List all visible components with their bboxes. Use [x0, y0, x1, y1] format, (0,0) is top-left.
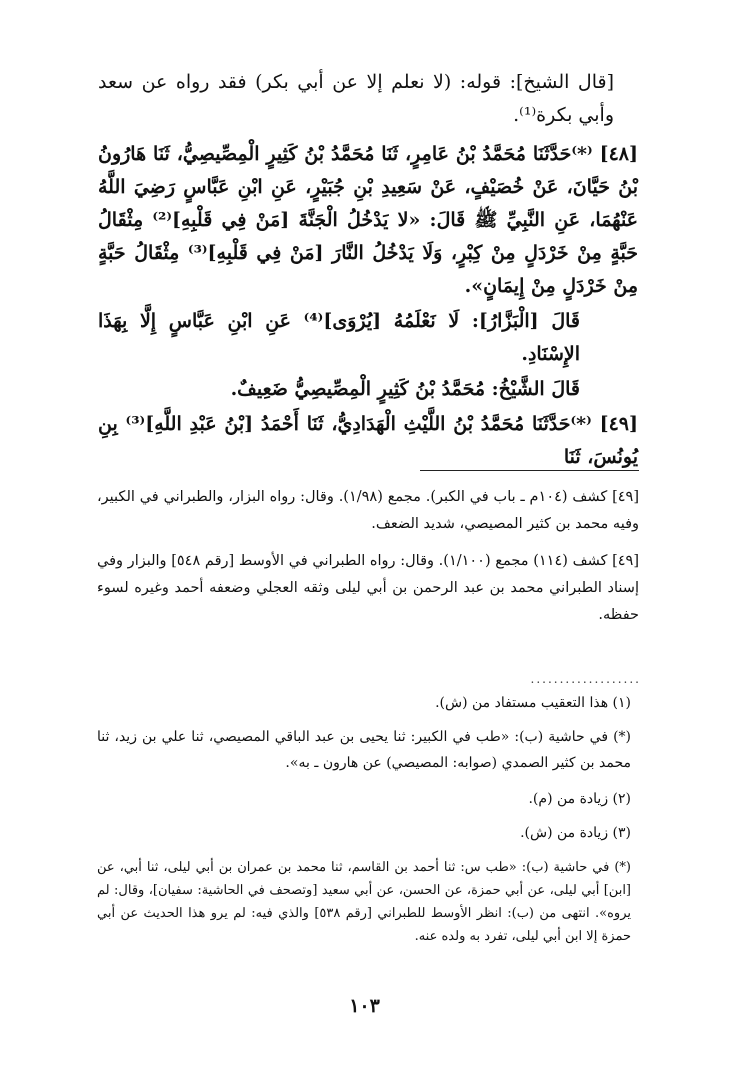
paragraph-sheikh-comment: [قال الشيخ]: قوله: (لا نعلم إلا عن أبي بكر) فقد رواه عن سعد وأبي بكرة⁽¹⁾.	[98, 71, 614, 126]
footnote-separator	[420, 470, 639, 471]
takhrij-note-2: [٤٩] كشف (١١٤) مجمع (١/١٠٠). وقال: رواه الطبراني في الأوسط [رقم ٥٤٨] والبزار وفي إسناد الطبراني محمد بن عبد الرحمن بن أبي ليلى وثقه العجلي وضعفه أحمد وغيره لسوء حفظه.	[97, 553, 639, 623]
footnote-1: (١) هذا التعقيب مستفاد من (ش).	[435, 695, 631, 711]
footnote-star-2: (*) في حاشية (ب): «طب س: ثنا أحمد بن القاسم، ثنا محمد بن عمران بن أبي ليلى، ثنا أبي، عن [ابن] أبي ليلى، عن أبي حمزة، عن الحسن، عن أبي سعيد [وتصحف في الحاشية: سفيان]، وقال: لم يروه». انتهى من (ب): انظر الأوسط للطبراني [رقم ٥٣٨] والذي فيه: لم يرو هذا الحديث عن أبي حمزة إلا ابن أبي ليلى، تفرد به ولده عنه.	[97, 860, 631, 944]
footnotes-list	[97, 690, 639, 948]
footnote-3: (٣) زيادة من (ش).	[520, 825, 631, 841]
hadith-48: [٤٨] ⁽*⁾حَدَّثَنَا مُحَمَّدُ بْنُ عَامِرٍ، ثَنَا مُحَمَّدُ بْنُ كَثِيرٍ الْمِصِّيصِيُّ، ثَنَا هَارُونُ بْنُ حَيَّانَ، عَنْ خُصَيْفٍ، عَنْ سَعِيدِ بْنِ جُبَيْرٍ، عَنِ ابْنِ عَبَّاسٍ رَضِيَ اللَّهُ عَنْهُمَا، عَنِ النَّبِيِّ ﷺ قَالَ: «لا يَدْخُلُ الْجَنَّةَ [مَنْ فِي قَلْبِهِ]⁽²⁾ مِثْقَالُ حَبَّةٍ مِنْ خَرْدَلٍ مِنْ كِبْرٍ، وَلَا يَدْخُلُ النَّارَ [مَنْ فِي قَلْبِهِ]⁽³⁾ مِثْقَالُ حَبَّةٍ مِنْ خَرْدَلٍ مِنْ إِيمَانٍ».	[98, 143, 639, 297]
main-text	[98, 66, 638, 474]
takhrij-note-1: [٤٩] كشف (١٠٤م ـ باب في الكبر). مجمع (١/٩٨). وقال: رواه البزار، والطبراني في الكبير، وفيه محمد بن كثير المصيصي، شديد الضعف.	[97, 489, 639, 532]
hadith-49: [٤٩] ⁽*⁾حَدَّثَنَا مُحَمَّدُ بْنُ اللَّيْثِ الْهَدَادِيُّ، ثَنَا أَحْمَدُ [بْنُ عَبْدِ اللَّهِ]⁽³⁾ بِنِ يُونُسَ، ثَنَا	[98, 413, 638, 468]
page-number: ١٠٣	[349, 995, 380, 1017]
dotted-separator: ...................	[530, 672, 641, 686]
takhrij-notes	[97, 484, 639, 629]
bazzar-comment: قَالَ [الْبَزَّارُ]: لَا نَعْلَمُهُ [يُرْوَى]⁽⁴⁾ عَنِ ابْنِ عَبَّاسٍ إِلَّا بِهَذَا الإِسْنَادِ.	[98, 310, 580, 365]
sheikh-comment-2: قَالَ الشَّيْخُ: مُحَمَّدُ بْنُ كَثِيرٍ الْمِصِّيصِيُّ ضَعِيفٌ.	[230, 378, 580, 400]
footnote-star-1: (*) في حاشية (ب): «طب في الكبير: ثنا يحيى بن عبد الباقي المصيصي، ثنا علي بن زيد، ثنا محمد بن كثير الصمدي (صوابه: المصيصي) عن هارون ـ به».	[97, 729, 631, 771]
footnote-2: (٢) زيادة من (م).	[528, 791, 631, 807]
